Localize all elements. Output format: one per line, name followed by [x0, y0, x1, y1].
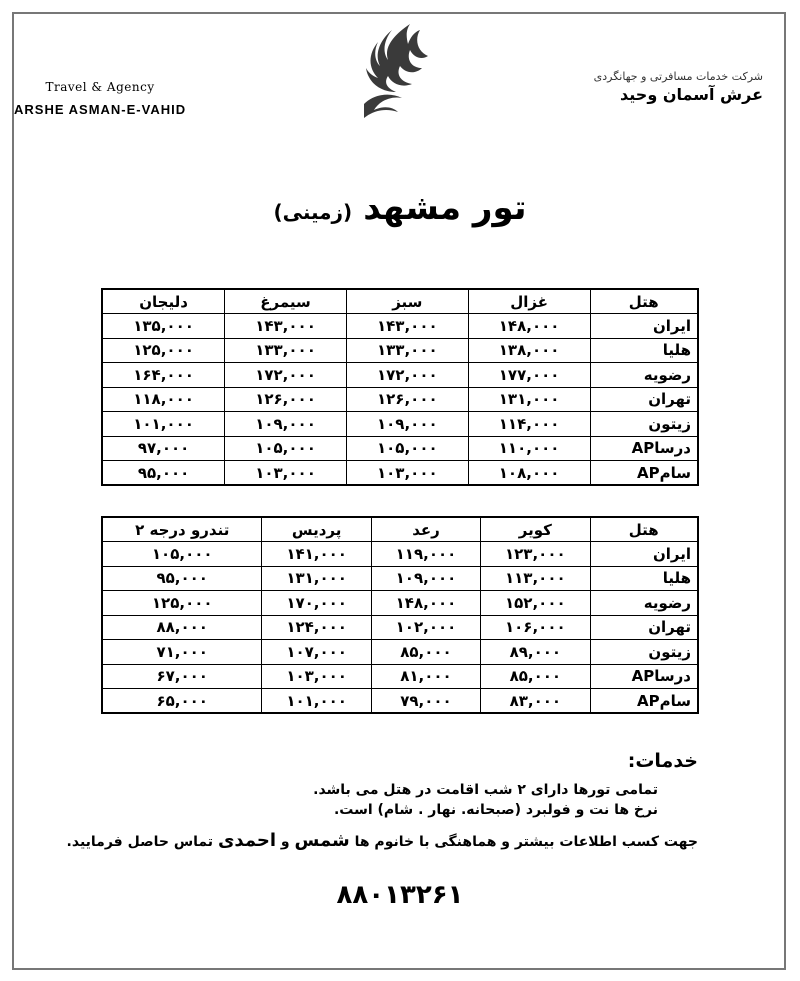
price-cell: ۱۰۳,۰۰۰ [225, 461, 347, 486]
price-cell: ۱۷۲,۰۰۰ [346, 363, 468, 388]
price-cell: ۹۵,۰۰۰ [102, 461, 225, 486]
brand-english [14, 80, 186, 117]
services-section [58, 750, 698, 851]
price-cell: ۸۱,۰۰۰ [371, 664, 480, 689]
brand-fa-tagline: شرکت خدمات مسافرتی و جهانگردی [593, 70, 763, 83]
table-row [102, 640, 698, 665]
hotel-name-cell: رضویه [590, 591, 698, 616]
hotel-name-cell: سامAP [590, 689, 698, 714]
price-cell: ۹۷,۰۰۰ [102, 436, 225, 461]
column-header: سبز [346, 289, 468, 314]
contact-and: و [280, 834, 290, 850]
agency-logo-icon [362, 22, 432, 120]
price-cell: ۱۲۴,۰۰۰ [262, 615, 371, 640]
price-cell: ۱۴۱,۰۰۰ [262, 542, 371, 567]
table-header-row [102, 289, 698, 314]
price-cell: ۱۲۶,۰۰۰ [346, 387, 468, 412]
price-cell: ۶۵,۰۰۰ [102, 689, 262, 714]
price-cell: ۱۰۷,۰۰۰ [262, 640, 371, 665]
price-table-2 [101, 516, 699, 714]
hotel-name-cell: تهران [590, 615, 698, 640]
price-cell: ۶۷,۰۰۰ [102, 664, 262, 689]
table-row [102, 542, 698, 567]
price-cell: ۱۷۷,۰۰۰ [468, 363, 590, 388]
price-cell: ۱۳۱,۰۰۰ [468, 387, 590, 412]
price-cell: ۱۰۵,۰۰۰ [225, 436, 347, 461]
brand-en-tagline: Travel & Agency [45, 80, 155, 94]
price-cell: ۱۴۸,۰۰۰ [468, 314, 590, 339]
price-cell: ۱۰۵,۰۰۰ [102, 542, 262, 567]
price-cell: ۱۰۱,۰۰۰ [262, 689, 371, 714]
price-cell: ۹۵,۰۰۰ [102, 566, 262, 591]
price-cell: ۱۱۸,۰۰۰ [102, 387, 225, 412]
contact-line [58, 830, 698, 851]
price-cell: ۱۲۵,۰۰۰ [102, 338, 225, 363]
price-cell: ۱۰۹,۰۰۰ [371, 566, 480, 591]
table-row [102, 689, 698, 714]
table-row [102, 363, 698, 388]
contact-name-2: احمدی [217, 830, 277, 851]
column-header: دلیجان [102, 289, 225, 314]
column-header: رعد [371, 517, 480, 542]
price-cell: ۱۰۳,۰۰۰ [262, 664, 371, 689]
table-row [102, 412, 698, 437]
price-cell: ۷۹,۰۰۰ [371, 689, 480, 714]
price-cell: ۸۸,۰۰۰ [102, 615, 262, 640]
price-cell: ۱۰۱,۰۰۰ [102, 412, 225, 437]
price-cell: ۱۰۳,۰۰۰ [346, 461, 468, 486]
hotel-name-cell: ایران [590, 542, 698, 567]
price-cell: ۱۰۶,۰۰۰ [481, 615, 590, 640]
column-header: کویر [481, 517, 590, 542]
price-cell: ۸۹,۰۰۰ [481, 640, 590, 665]
price-cell: ۱۲۶,۰۰۰ [225, 387, 347, 412]
price-cell: ۱۱۳,۰۰۰ [481, 566, 590, 591]
price-cell: ۱۷۲,۰۰۰ [225, 363, 347, 388]
title-main: تور مشهد [363, 188, 527, 228]
price-cell: ۱۱۹,۰۰۰ [371, 542, 480, 567]
price-cell: ۱۵۲,۰۰۰ [481, 591, 590, 616]
hotel-name-cell: رضویه [590, 363, 698, 388]
brand-en-name: ARSHE ASMAN-E-VAHID [14, 102, 187, 117]
contact-pre: جهت کسب اطلاعات بیشتر و هماهنگی با خانوم ها [354, 834, 698, 850]
price-cell: ۷۱,۰۰۰ [102, 640, 262, 665]
table-row [102, 387, 698, 412]
contact-name-1: شمس [294, 830, 350, 851]
price-cell: ۱۰۲,۰۰۰ [371, 615, 480, 640]
price-cell: ۸۳,۰۰۰ [481, 689, 590, 714]
brand-persian [594, 70, 763, 104]
price-cell: ۱۳۵,۰۰۰ [102, 314, 225, 339]
price-cell: ۱۴۳,۰۰۰ [225, 314, 347, 339]
price-cell: ۱۲۳,۰۰۰ [481, 542, 590, 567]
price-cell: ۱۱۰,۰۰۰ [468, 436, 590, 461]
table-row [102, 314, 698, 339]
column-header: سیمرغ [225, 289, 347, 314]
price-cell: ۱۲۵,۰۰۰ [102, 591, 262, 616]
column-header: هتل [590, 289, 698, 314]
price-cell: ۱۳۱,۰۰۰ [262, 566, 371, 591]
price-cell: ۱۱۴,۰۰۰ [468, 412, 590, 437]
hotel-name-cell: ایران [590, 314, 698, 339]
column-header: پردیس [262, 517, 371, 542]
phone-number: ۸۸۰۱۳۲۶۱ [336, 880, 464, 910]
column-header: هتل [590, 517, 698, 542]
column-header: غزال [468, 289, 590, 314]
price-table-1 [101, 288, 699, 486]
hotel-name-cell: زیتون [590, 640, 698, 665]
hotel-name-cell: زیتون [590, 412, 698, 437]
table-row [102, 461, 698, 486]
column-header: تندرو درجه ۲ [102, 517, 262, 542]
table-row [102, 338, 698, 363]
price-cell: ۱۳۸,۰۰۰ [468, 338, 590, 363]
table-row [102, 664, 698, 689]
hotel-name-cell: درساAP [590, 664, 698, 689]
price-cell: ۸۵,۰۰۰ [481, 664, 590, 689]
hotel-name-cell: هلیا [590, 566, 698, 591]
table-row [102, 566, 698, 591]
price-cell: ۱۰۸,۰۰۰ [468, 461, 590, 486]
table-header-row [102, 517, 698, 542]
page-title [0, 188, 800, 228]
price-cell: ۱۴۸,۰۰۰ [371, 591, 480, 616]
services-heading: خدمات: [627, 750, 698, 772]
table-row [102, 436, 698, 461]
price-cell: ۱۰۹,۰۰۰ [225, 412, 347, 437]
contact-post: تماس حاصل فرمایید. [66, 834, 214, 850]
price-cell: ۱۶۴,۰۰۰ [102, 363, 225, 388]
price-cell: ۱۳۳,۰۰۰ [346, 338, 468, 363]
price-cell: ۱۷۰,۰۰۰ [262, 591, 371, 616]
price-cell: ۱۰۵,۰۰۰ [346, 436, 468, 461]
price-cell: ۱۴۳,۰۰۰ [346, 314, 468, 339]
brand-fa-name: عرش آسمان وحید [620, 85, 763, 104]
hotel-name-cell: درساAP [590, 436, 698, 461]
hotel-name-cell: تهران [590, 387, 698, 412]
table-row [102, 591, 698, 616]
hotel-name-cell: سامAP [590, 461, 698, 486]
services-line-1: تمامی تورها دارای ۲ شب اقامت در هتل می باشد. [313, 782, 658, 798]
hotel-name-cell: هلیا [590, 338, 698, 363]
price-cell: ۱۳۳,۰۰۰ [225, 338, 347, 363]
price-cell: ۸۵,۰۰۰ [371, 640, 480, 665]
title-sub: (زمینی) [273, 200, 353, 224]
price-cell: ۱۰۹,۰۰۰ [346, 412, 468, 437]
services-line-2: نرخ ها نت و فولبرد (صبحانه. نهار . شام) است. [333, 802, 658, 818]
table-row [102, 615, 698, 640]
